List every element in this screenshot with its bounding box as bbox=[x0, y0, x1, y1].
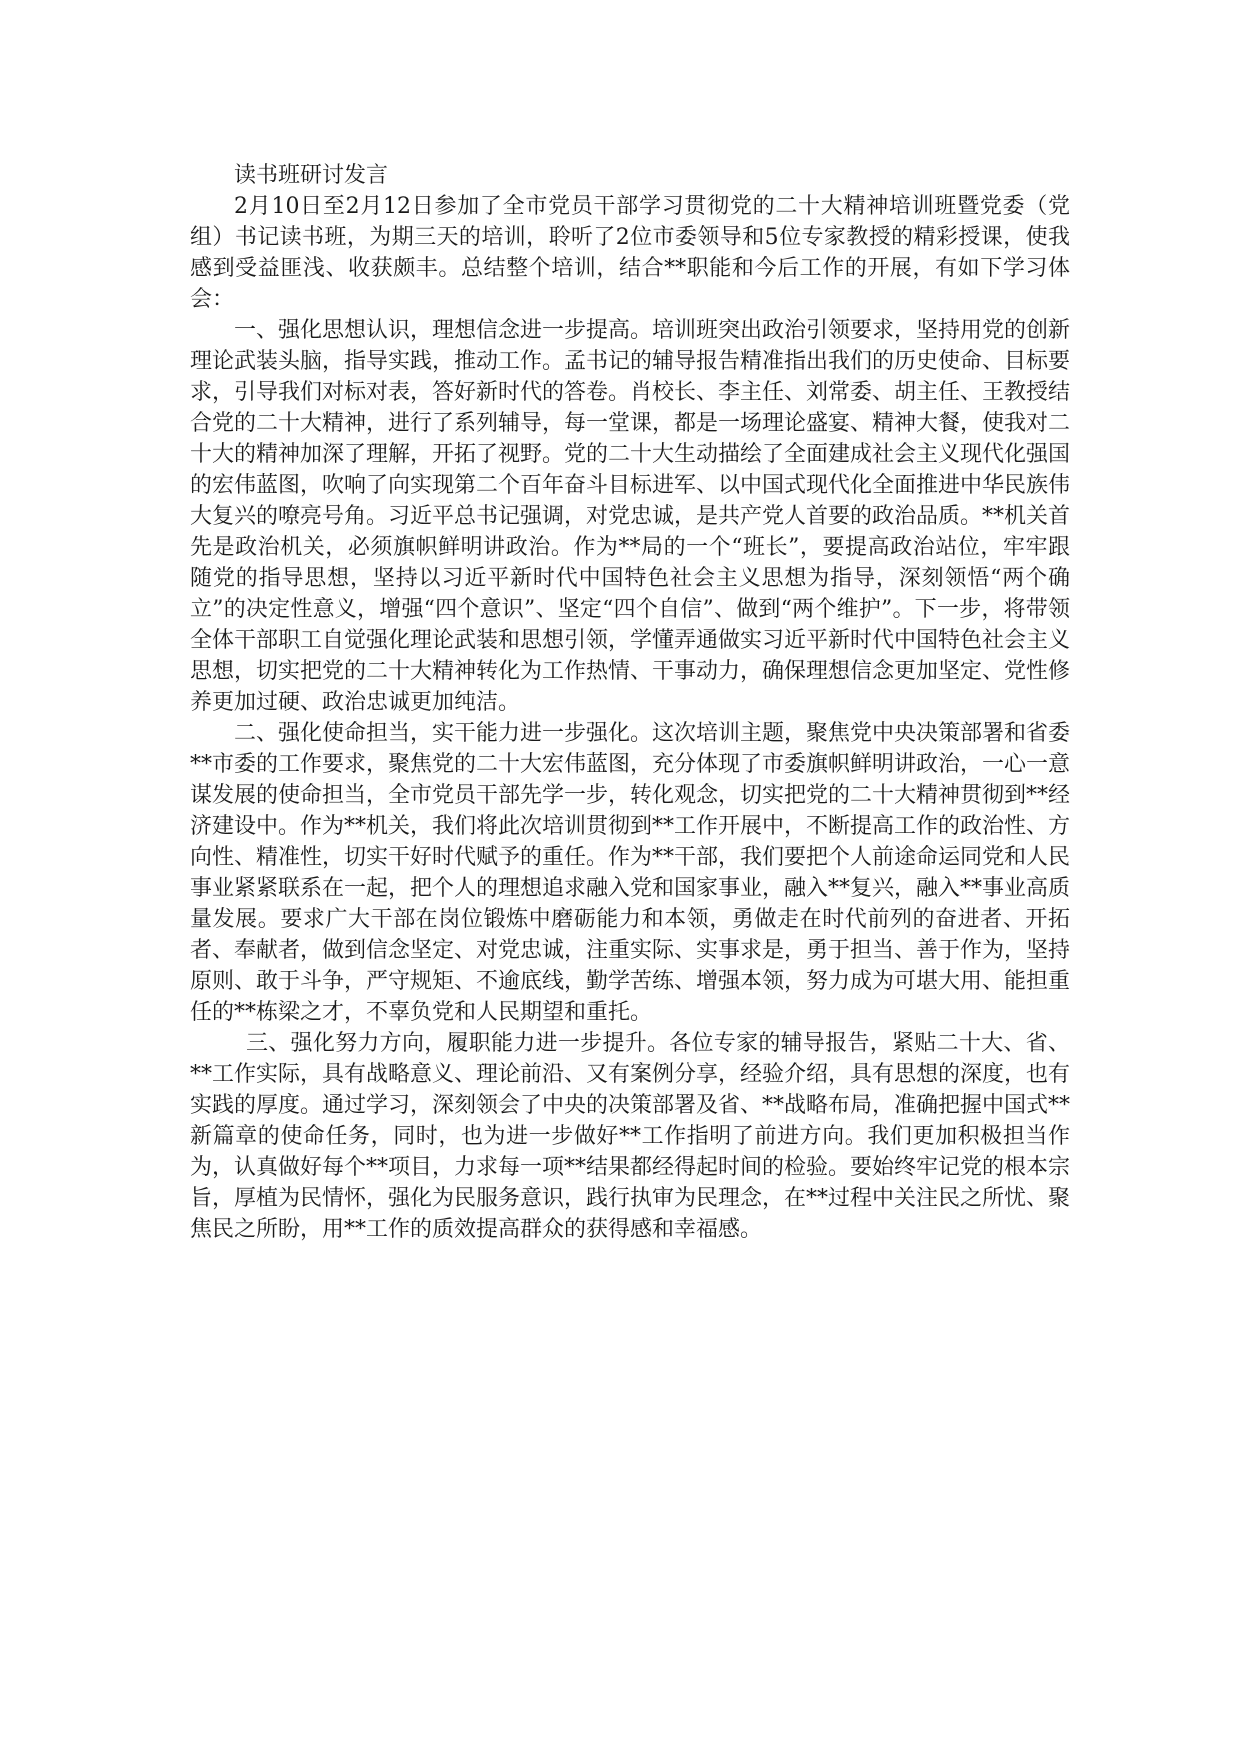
document-title: 读书班研讨发言 bbox=[234, 163, 389, 188]
section-three-paragraph: 三、强化努力方向，履职能力进一步提升。各位专家的辅导报告，紧贴二十大、省、**工作实际，具有战略意义、理论前沿、又有案例分享，经验介绍，具有思想的深度，也有实践的厚度。通过学习，深刻领会了中央的决策部署及省、**战略布局，准确把握中国式**新篇章的使命任务，同时，也为进一步做好**工作指明了前进方向。我们更加积极担当作为，认真做好每个**项目，力求每一项**结果都经得起时间的检验。要始终牢记党的根本宗旨，厚植为民情怀，强化为民服务意识，践行执审为民理念，在**过程中关注民之所忧、聚焦民之所盼，用**工作的质效提高群众的获得感和幸福感。 bbox=[190, 1031, 1071, 1242]
section-two-paragraph: 二、强化使命担当，实干能力进一步强化。这次培训主题，聚焦党中央决策部署和省委**市委的工作要求，聚焦党的二十大宏伟蓝图，充分体现了市委旗帜鲜明讲政治，一心一意谋发展的使命担当，全市党员干部先学一步，转化观念，切实把党的二十大精神贯彻到**经济建设中。作为**机关，我们将此次培训贯彻到**工作开展中，不断提高工作的政治性、方向性、精准性，切实干好时代赋予的重任。作为**干部，我们要把个人前途命运同党和人民事业紧紧联系在一起，把个人的理想追求融入党和国家事业，融入**复兴，融入**事业高质量发展。要求广大干部在岗位锻炼中磨砺能力和本领，勇做走在时代前列的奋进者、开拓者、奉献者，做到信念坚定、对党忠诚，注重实际、实事求是，勇于担当、善于作为，坚持原则、敢于斗争，严守规矩、不逾底线，勤学苦练、增强本领，努力成为可堪大用、能担重任的**栋梁之才，不辜负党和人民期望和重托。 bbox=[190, 721, 1071, 1025]
document-body bbox=[190, 160, 1070, 1245]
section-one-paragraph: 一、强化思想认识，理想信念进一步提高。培训班突出政治引领要求，坚持用党的创新理论武装头脑，指导实践，推动工作。孟书记的辅导报告精准指出我们的历史使命、目标要求，引导我们对标对表，答好新时代的答卷。肖校长、李主任、刘常委、胡主任、王教授结合党的二十大精神，进行了系列辅导，每一堂课，都是一场理论盛宴、精神大餐，使我对二十大的精神加深了理解，开拓了视野。党的二十大生动描绘了全面建成社会主义现代化强国的宏伟蓝图，吹响了向实现第二个百年奋斗目标进军、以中国式现代化全面推进中华民族伟大复兴的嘹亮号角。习近平总书记强调，对党忠诚，是共产党人首要的政治品质。**机关首先是政治机关，必须旗帜鲜明讲政治。作为**局的一个“班长”，要提高政治站位，牢牢跟随党的指导思想，坚持以习近平新时代中国特色社会主义思想为指导，深刻领悟“两个确立”的决定性意义，增强“四个意识”、坚定“四个自信”、做到“两个维护”。下一步，将带领全体干部职工自觉强化理论武装和思想引领，学懂弄通做实习近平新时代中国特色社会主义思想，切实把党的二十大精神转化为工作热情、干事动力，确保理想信念更加坚定、党性修养更加过硬、政治忠诚更加纯洁。 bbox=[190, 318, 1071, 715]
intro-paragraph: 2月10日至2月12日参加了全市党员干部学习贯彻党的二十大精神培训班暨党委（党组）书记读书班，为期三天的培训，聆听了2位市委领导和5位专家教授的精彩授课，使我感到受益匪浅、收获颇丰。总结整个培训，结合**职能和今后工作的开展，有如下学习体会： bbox=[190, 194, 1070, 312]
